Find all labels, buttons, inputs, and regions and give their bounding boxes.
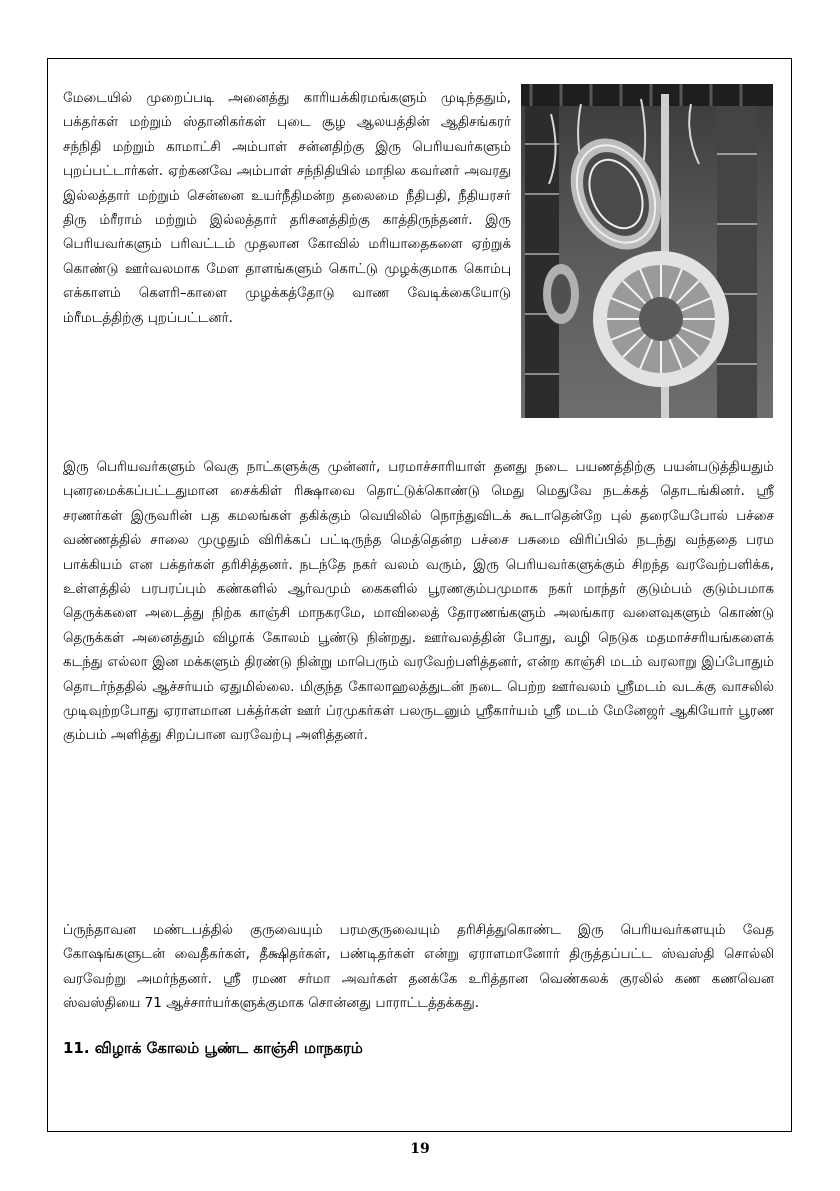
paragraph-3: ப்ருந்தாவன மண்டபத்தில் குருவையும் பரமகுருவையும் தரிசித்துகொண்ட இரு பெரியவர்களயும் வேத கோஷங்களுடன் வைதீகர்கள், தீக்ஷிதர்கள், பண்டிதர்கள் என்று ஏராளமானோர் திருத்தப்பட்ட ஸ்வஸ்தி சொல்லி வரவேற்று அமர்ந்தனர். ஸ்ரீ ரமண சர்மா அவர்கள் தனக்கே உரித்தான வெண்கலக் குரலில் கண கணவென ஸ்வஸ்தியை 71 ஆச்சார்யர்களுக்குமாக சொன்னது பாராட்டத்தக்கது.: [63, 922, 774, 1012]
section-heading: 11. விழாக் கோலம் பூண்ட காஞ்சி மாநகரம்: [63, 1039, 363, 1057]
paragraph-1: மேடையில் முறைப்படி அனைத்து காரியக்கிரமங்களும் முடிந்ததும், பக்தர்கள் மற்றும் ஸ்தானிகர்கள் புடை சூழ ஆலயத்தின் ஆதிசங்கரர் சந்நிதி மற்றும் காமாட்சி அம்பாள் சன்னதிற்கு இரு பெரியவர்களும் புறப்பட்டார்கள். ஏற்கனவே அம்பாள் சந்நிதியில் மாநில கவர்னர் அவரது இல்லத்தார் மற்றும் சென்னை உயர்நீதிமன்ற தலைமை நீதிபதி, நீதியரசர் திரு ம்ரீராம் மற்றும் இல்லத்தார் தரிசனத்திற்கு காத்திருந்தனர். இரு பெரியவர்களும் பரிவட்டம் முதலான கோவில் மரியாதைகளை ஏற்றுக் கொண்டு ஊர்வலமாக மேள தாளங்களும் கொட்டு முழக்குமாக கொம்பு எக்காளம் கௌரி–காளை முழக்கத்தோடு வாண வேடிக்கையோடு ம்ரீமடத்திற்கு புறப்பட்டனர்.: [63, 90, 511, 326]
paragraph-2: இரு பெரியவர்களும் வெகு நாட்களுக்கு முன்னர், பரமாச்சாரியாள் தனது நடை பயணத்திற்கு பயன்படுத்தியதும் புனரமைக்கப்பட்டதுமான சைக்கிள் ரிக்ஷாவை தொட்டுக்கொண்டு மெது மெதுவே நடக்கத் தொடங்கினர். ஸ்ரீ சரணர்கள் இருவரின் பத கமலங்கள் தகிக்கும் வெயிலில் நொந்துவிடக் கூடாதென்றே புல் தரையேபோல் பச்சை வண்ணத்தில் சாலை முழுதும் விரிக்கப் பட்டிருந்த மெத்தென்ற பச்சை பசுமை விரிப்பில் நடந்து வந்ததை பரம பாக்கியம் என பக்தர்கள் தரிசித்தனர். நடந்தே நகர் வலம் வரும், இரு பெரியவர்களுக்கும் சிறந்த வரவேற்பளிக்க, உள்ளத்தில் பரபரப்பும் கண்களில் ஆர்வமும் கைகளில் பூரணகும்பமுமாக நகர் மாந்தர் குடும்பம் குடும்பமாக தெருக்களை அடைத்து நிற்க காஞ்சி மாநகரமே, மாவிலைத் தோரணங்களும் அலங்கார வளைவுகளும் கொண்டு தெருக்கள் அனைத்தும் விழாக் கோலம் பூண்டு நின்றது. ஊர்வலத்தின் போது, வழி நெடுக மதமாச்சரியங்களைக் கடந்து எல்லா இன மக்களும் திரண்டு நின்று மாபெரும் வரவேற்பளித்தனர், என்ற காஞ்சி மடம் வரலாறு இப்போதும் தொடர்ந்ததில் ஆச்சர்யம் ஏதுமில்லை. மிகுந்த கோலாஹலத்துடன் நடை பெற்ற ஊர்வலம் ஸ்ரீமடம் வடக்கு வாசலில் முடிவுற்றபோது ஏராளமான பக்த்ர்கள் ஊர் ப்ரமுகர்கள் பலருடனும் ஸ்ரீகார்யம் ஸ்ரீ மடம் மேனேஜர் ஆகியோர் பூரண கும்பம் அளித்து சிறப்பான வரவேற்பு அளித்தனர்.: [63, 459, 774, 744]
page-number: 19: [410, 1141, 430, 1157]
decorated-temple-photo: [521, 84, 773, 418]
